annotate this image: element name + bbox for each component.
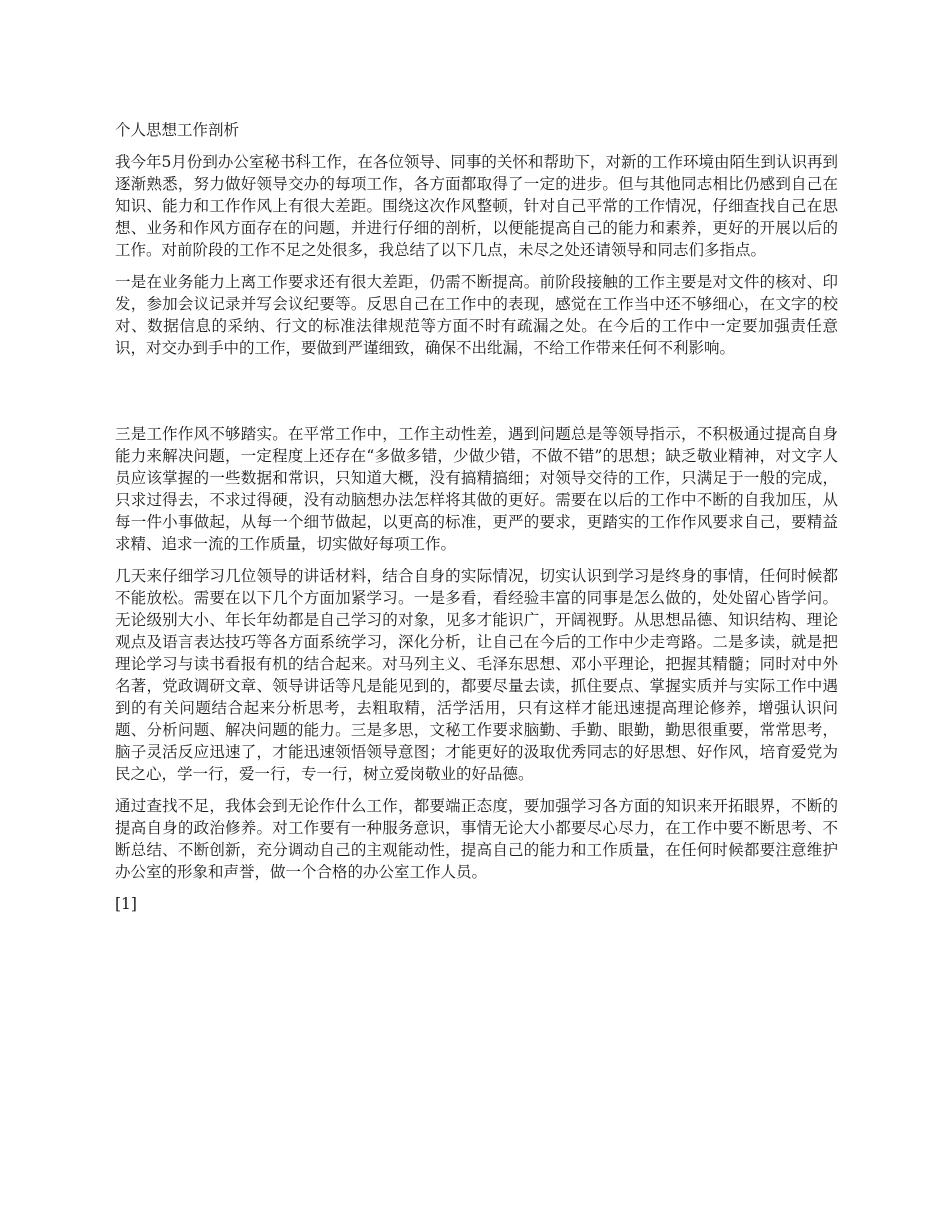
paragraph-point-one: 一是在业务能力上离工作要求还有很大差距，仍需不断提高。前阶段接触的工作主要是对文件的核对、印发，参加会议记录并写会议纪要等。反思自己在工作中的表现，感觉在工作当中还不够细心，在文字的校对、数据信息的采纳、行文的标准法律规范等方面不时有疏漏之处。在今后的工作中一定要加强责任意识，对交办到手中的工作，要做到严谨细致，确保不出纰漏，不给工作带来任何不利影响。 — [115, 273, 838, 357]
paragraph-conclusion: 通过查找不足，我体会到无论作什么工作，都要端正态度，要加强学习各方面的知识来开拓眼界，不断的提高自身的政治修养。对工作要有一种服务意识，事情无论大小都要尽心尽力，在工作中要不断思考、不断总结、不断创新，充分调动自己的主观能动性，提高自己的能力和工作质量，在任何时候都要注意维护办公室的形象和声誉，做一个合格的办公室工作人员。 — [115, 797, 838, 881]
paragraph-study: 几天来仔细学习几位领导的讲话材料，结合自身的实际情况，切实认识到学习是终身的事情，任何时候都不能放松。需要在以下几个方面加紧学习。一是多看，看经验丰富的同事是怎么做的，处处留心皆学问。无论级别大小、年长年幼都是自己学习的对象，见多才能识广，开阔视野。从思想品德、知识结构、理论观点及语言表达技巧等各方面系统学习，深化分析，让自己在今后的工作中少走弯路。二是多读，就是把理论学习与读书看报有机的结合起来。对马列主义、毛泽东思想、邓小平理论，把握其精髓；同时对中外名著，党政调研文章、领导讲话等凡是能见到的，都要尽量去读，抓住要点、掌握实质并与实际工作中遇到的有关问题结合起来分析思考，去粗取精，活学活用，只有这样才能迅速提高理论修养，增强认识问题、分析问题、解决问题的能力。三是多思，文秘工作要求脑勤、手勤、眼勤，勤思很重要，常常思考，脑子灵活反应迅速了，才能迅速领悟领导意图；才能更好的汲取优秀同志的好思想、好作风，培育爱党为民之心，学一行，爱一行，专一行，树立爱岗敬业的好品德。 — [115, 567, 838, 783]
paragraph-intro: 我今年5月份到办公室秘书科工作，在各位领导、同事的关怀和帮助下，对新的工作环境由陌生到认识再到逐渐熟悉，努力做好领导交办的每项工作，各方面都取得了一定的进步。但与其他同志相比仍感到自己在知识、能力和工作作风上有很大差距。围绕这次作风整顿，针对自己平常的工作情况，仔细查找自己在思想、业务和作风方面存在的问题，并进行仔细的剖析，以便能提高自己的能力和素养，更好的开展以后的工作。对前阶段的工作不足之处很多，我总结了以下几点，未尽之处还请领导和同志们多指点。 — [115, 153, 838, 259]
footnote-marker: [1] — [115, 895, 137, 913]
paragraph-point-three: 三是工作作风不够踏实。在平常工作中，工作主动性差，遇到问题总是等领导指示，不积极通过提高自身能力来解决问题，一定程度上还存在“多做多错，少做少错，不做不错”的思想；缺乏敬业精神，对文字人员应该掌握的一些数据和常识，只知道大概，没有搞精搞细；对领导交待的工作，只满足于一般的完成，只求过得去，不求过得硬，没有动脑想办法怎样将其做的更好。需要在以后的工作中不断的自我加压，从每一件小事做起，从每一个细节做起，以更高的标准，更严的要求，更踏实的工作作风要求自己，要精益求精、追求一流的工作质量，切实做好每项工作。 — [115, 425, 838, 553]
document-title: 个人思想工作剖析 — [115, 121, 240, 139]
document-page — [115, 119, 838, 915]
blank-gap — [115, 369, 838, 423]
